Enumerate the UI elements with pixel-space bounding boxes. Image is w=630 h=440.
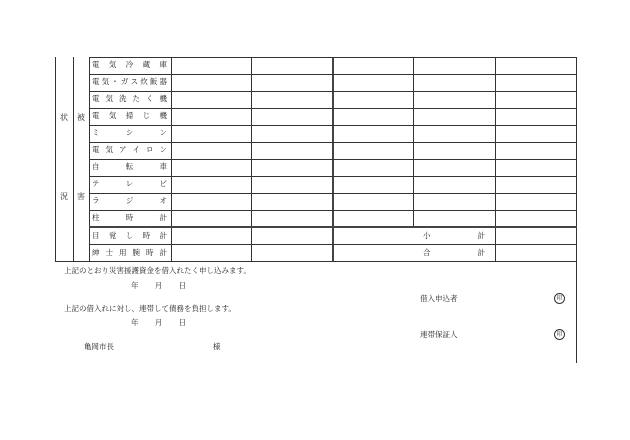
addressee: 亀岡市長 bbox=[84, 342, 114, 351]
outer-label-divider bbox=[73, 57, 74, 261]
application-date: 年 月 日 bbox=[131, 281, 186, 290]
applicant-seal-icon: 印 bbox=[554, 293, 565, 304]
guarantor-seal-icon: 印 bbox=[554, 329, 565, 340]
table-left-border bbox=[55, 57, 56, 261]
row-line bbox=[89, 142, 577, 143]
item-label: 電 気 冷 蔵 庫 bbox=[92, 60, 167, 69]
row-line bbox=[89, 176, 577, 177]
subtotal-label: 小 計 bbox=[423, 231, 485, 240]
addressee-honorific: 様 bbox=[213, 342, 221, 351]
row-line bbox=[89, 244, 577, 245]
item-label: 電 気 ア イ ロ ン bbox=[92, 145, 167, 154]
item-label: 柱 時 計 bbox=[92, 213, 167, 222]
guarantee-statement: 上記の借入れに対し、連帯して債務を負担します。 bbox=[64, 304, 236, 313]
row-line-top bbox=[89, 57, 577, 58]
application-statement: 上記のとおり災害援護資金を借入れたく申し込みます。 bbox=[64, 266, 251, 275]
row-line bbox=[89, 108, 577, 109]
guarantee-date: 年 月 日 bbox=[131, 318, 186, 327]
item-label: 電 気 掃 じ 機 bbox=[92, 111, 167, 120]
item-label: 目 覚 し 時 計 bbox=[92, 231, 167, 240]
item-label: テ レ ビ bbox=[92, 179, 167, 188]
side-label-outer: 状 bbox=[60, 113, 68, 122]
item-label: ミ シ ン bbox=[92, 128, 167, 137]
row-line bbox=[89, 193, 577, 194]
table-bottom-border bbox=[55, 261, 577, 262]
applicant-label: 借入申込者 bbox=[420, 294, 458, 303]
item-label: 紳 士 用 腕 時 計 bbox=[92, 248, 167, 257]
row-line bbox=[89, 210, 577, 211]
item-label: 自 転 車 bbox=[92, 162, 167, 171]
row-line-subtotal bbox=[89, 226, 577, 228]
item-label: 電気・ガス炊飯器 bbox=[92, 77, 167, 86]
side-label-inner: 害 bbox=[77, 192, 85, 201]
side-label-outer: 況 bbox=[60, 192, 68, 201]
item-label: 電 気 洗 た く 機 bbox=[92, 94, 167, 103]
row-line bbox=[89, 91, 577, 92]
row-line bbox=[89, 74, 577, 75]
row-line bbox=[89, 125, 577, 126]
side-label-inner: 被 bbox=[77, 113, 85, 122]
guarantor-label: 連帯保証人 bbox=[420, 330, 458, 339]
item-label: ラ ジ オ bbox=[92, 196, 167, 205]
row-line bbox=[89, 159, 577, 160]
total-label: 合 計 bbox=[423, 248, 485, 257]
